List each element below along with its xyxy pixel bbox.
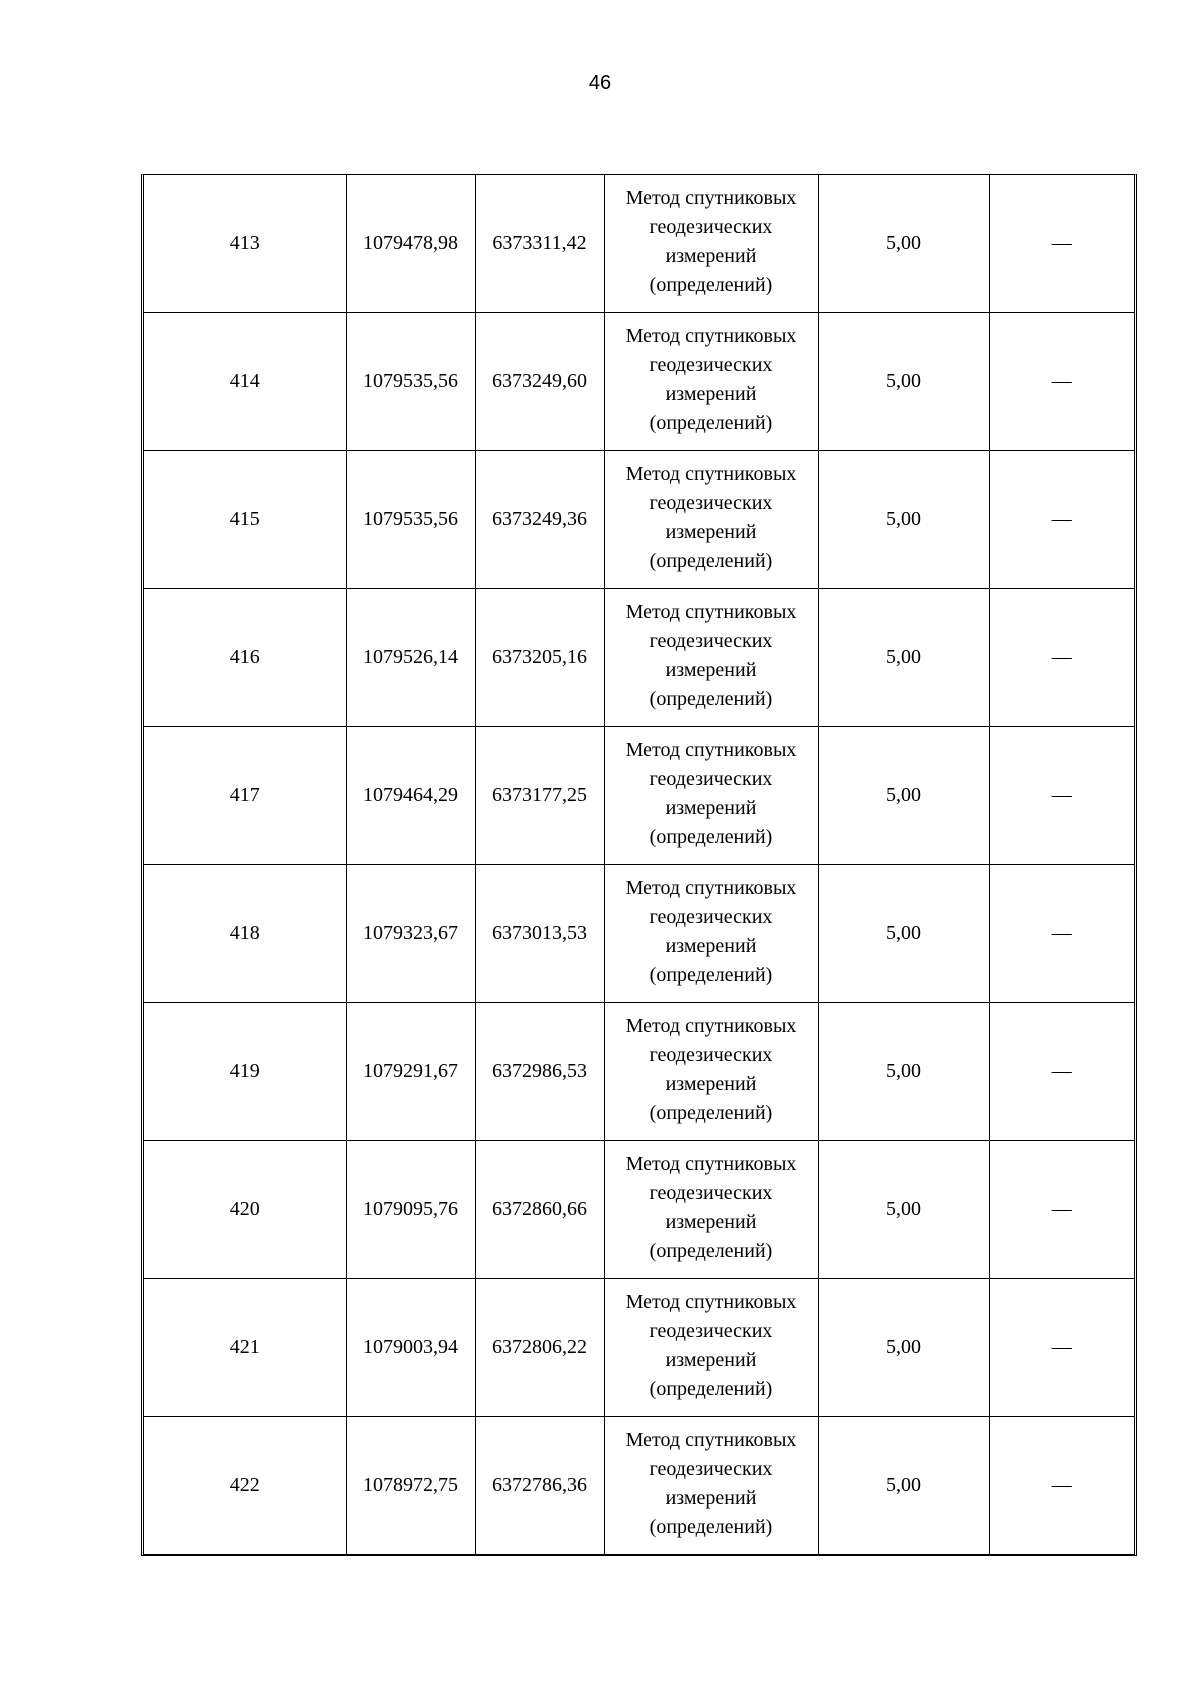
point-number-cell [144, 1141, 346, 1279]
y-coordinate-text: 6372806,22 [492, 1336, 587, 1358]
table-row [144, 313, 1134, 451]
accuracy-text: 5,00 [886, 1198, 921, 1220]
note-text: — [1051, 232, 1072, 254]
point-number-cell [144, 727, 346, 865]
method-text: Метод спутниковых геодезических измерений (определений) [625, 876, 797, 986]
point-number-text: 413 [229, 232, 260, 254]
note-text: — [1051, 1060, 1072, 1082]
method-cell [604, 1141, 818, 1279]
y-coordinate-text: 6373013,53 [492, 922, 587, 944]
accuracy-text: 5,00 [886, 1336, 921, 1358]
y-coordinate-text: 6372986,53 [492, 1060, 587, 1082]
note-text: — [1051, 646, 1072, 668]
note-text: — [1051, 508, 1072, 530]
y-coordinate-cell [475, 1003, 604, 1141]
table-row [144, 1141, 1134, 1279]
accuracy-text: 5,00 [886, 922, 921, 944]
accuracy-cell [818, 589, 989, 727]
point-number-cell [144, 313, 346, 451]
x-coordinate-text: 1079095,76 [363, 1198, 458, 1220]
x-coordinate-cell [346, 1141, 475, 1279]
table-row [144, 1279, 1134, 1417]
point-number-text: 418 [229, 922, 260, 944]
method-cell [604, 1279, 818, 1417]
y-coordinate-cell [475, 313, 604, 451]
accuracy-cell [818, 865, 989, 1003]
point-number-cell [144, 451, 346, 589]
accuracy-cell [818, 175, 989, 313]
coordinates-table [141, 174, 1137, 1556]
note-cell [989, 727, 1134, 865]
y-coordinate-text: 6373311,42 [492, 232, 587, 254]
x-coordinate-text: 1079003,94 [363, 1336, 458, 1358]
note-cell [989, 1279, 1134, 1417]
note-text: — [1051, 922, 1072, 944]
accuracy-cell [818, 1279, 989, 1417]
x-coordinate-cell [346, 865, 475, 1003]
accuracy-text: 5,00 [886, 508, 921, 530]
point-number-text: 422 [229, 1474, 260, 1496]
accuracy-text: 5,00 [886, 646, 921, 668]
method-text: Метод спутниковых геодезических измерений (определений) [625, 186, 797, 296]
note-cell [989, 175, 1134, 313]
y-coordinate-text: 6372860,66 [492, 1198, 587, 1220]
accuracy-cell [818, 313, 989, 451]
table-row [144, 865, 1134, 1003]
x-coordinate-text: 1079291,67 [363, 1060, 458, 1082]
note-text: — [1051, 784, 1072, 806]
x-coordinate-cell [346, 727, 475, 865]
accuracy-text: 5,00 [886, 232, 921, 254]
note-cell [989, 1417, 1134, 1555]
note-cell [989, 1003, 1134, 1141]
x-coordinate-cell [346, 313, 475, 451]
x-coordinate-text: 1079526,14 [363, 646, 458, 668]
note-text: — [1051, 370, 1072, 392]
accuracy-cell [818, 1141, 989, 1279]
point-number-cell [144, 1003, 346, 1141]
x-coordinate-cell [346, 1417, 475, 1555]
note-text: — [1051, 1336, 1072, 1358]
point-number-cell [144, 1279, 346, 1417]
note-cell [989, 451, 1134, 589]
x-coordinate-text: 1078972,75 [363, 1474, 458, 1496]
x-coordinate-cell [346, 589, 475, 727]
table-row [144, 451, 1134, 589]
x-coordinate-cell [346, 1003, 475, 1141]
point-number-text: 414 [229, 370, 260, 392]
accuracy-cell [818, 1003, 989, 1141]
y-coordinate-cell [475, 1417, 604, 1555]
point-number-text: 421 [229, 1336, 260, 1358]
accuracy-cell [818, 727, 989, 865]
method-text: Метод спутниковых геодезических измерений (определений) [625, 600, 797, 710]
point-number-text: 415 [229, 508, 260, 530]
table-row [144, 1003, 1134, 1141]
method-text: Метод спутниковых геодезических измерений (определений) [625, 324, 797, 434]
note-cell [989, 313, 1134, 451]
y-coordinate-text: 6373177,25 [492, 784, 587, 806]
point-number-cell [144, 865, 346, 1003]
note-cell [989, 1141, 1134, 1279]
point-number-text: 416 [229, 646, 260, 668]
y-coordinate-text: 6372786,36 [492, 1474, 587, 1496]
y-coordinate-cell [475, 589, 604, 727]
point-number-cell [144, 589, 346, 727]
note-text: — [1051, 1474, 1072, 1496]
x-coordinate-text: 1079323,67 [363, 922, 458, 944]
accuracy-text: 5,00 [886, 1060, 921, 1082]
y-coordinate-cell [475, 865, 604, 1003]
method-text: Метод спутниковых геодезических измерений (определений) [625, 462, 797, 572]
table-row [144, 1417, 1134, 1555]
table-row [144, 175, 1134, 313]
method-cell [604, 865, 818, 1003]
method-cell [604, 589, 818, 727]
accuracy-text: 5,00 [886, 784, 921, 806]
table-row [144, 727, 1134, 865]
point-number-text: 417 [229, 784, 260, 806]
accuracy-cell [818, 451, 989, 589]
accuracy-cell [818, 1417, 989, 1555]
y-coordinate-cell [475, 1279, 604, 1417]
page-number: 46 [588, 72, 612, 94]
method-cell [604, 1003, 818, 1141]
method-text: Метод спутниковых геодезических измерений (определений) [625, 738, 797, 848]
x-coordinate-cell [346, 175, 475, 313]
x-coordinate-text: 1079535,56 [363, 370, 458, 392]
note-cell [989, 865, 1134, 1003]
point-number-text: 420 [229, 1198, 260, 1220]
accuracy-text: 5,00 [886, 1474, 921, 1496]
method-cell [604, 727, 818, 865]
y-coordinate-text: 6373249,36 [492, 508, 587, 530]
table-row [144, 589, 1134, 727]
method-cell [604, 313, 818, 451]
y-coordinate-cell [475, 1141, 604, 1279]
point-number-cell [144, 1417, 346, 1555]
y-coordinate-cell [475, 451, 604, 589]
accuracy-text: 5,00 [886, 370, 921, 392]
y-coordinate-cell [475, 175, 604, 313]
y-coordinate-cell [475, 727, 604, 865]
method-text: Метод спутниковых геодезических измерений (определений) [625, 1290, 797, 1400]
note-text: — [1051, 1198, 1072, 1220]
point-number-text: 419 [229, 1060, 260, 1082]
method-cell [604, 1417, 818, 1555]
y-coordinate-text: 6373249,60 [492, 370, 587, 392]
x-coordinate-text: 1079464,29 [363, 784, 458, 806]
point-number-cell [144, 175, 346, 313]
x-coordinate-cell [346, 451, 475, 589]
x-coordinate-text: 1079535,56 [363, 508, 458, 530]
x-coordinate-cell [346, 1279, 475, 1417]
x-coordinate-text: 1079478,98 [363, 232, 458, 254]
note-cell [989, 589, 1134, 727]
y-coordinate-text: 6373205,16 [492, 646, 587, 668]
method-cell [604, 175, 818, 313]
method-text: Метод спутниковых геодезических измерений (определений) [625, 1152, 797, 1262]
method-text: Метод спутниковых геодезических измерений (определений) [625, 1428, 797, 1538]
method-cell [604, 451, 818, 589]
method-text: Метод спутниковых геодезических измерений (определений) [625, 1014, 797, 1124]
